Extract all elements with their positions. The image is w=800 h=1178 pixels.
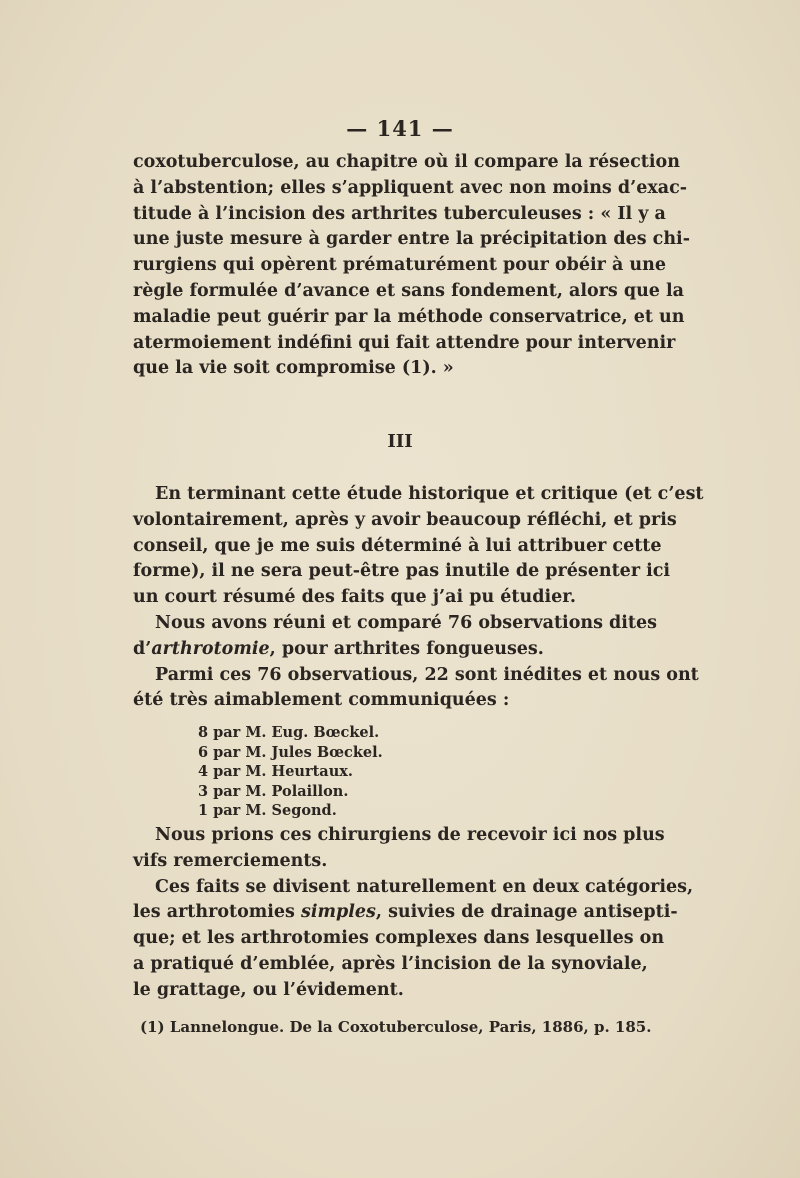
- page-number: — 141 —: [346, 116, 454, 141]
- text-line: coxotuberculose, au chapitre où il compare la résection: [133, 152, 680, 172]
- text-line: titude à l’incision des arthrites tuberculeuses : « Il y a: [133, 203, 666, 224]
- text-line: volontairement, après y avoir beaucoup réfléchi, et pris: [133, 509, 677, 530]
- list-item: 4 par M. Heurtaux.: [198, 763, 353, 781]
- section-heading: III: [387, 431, 413, 452]
- text-line: conseil, que je me suis déterminé à lui attribuer cette: [133, 535, 662, 556]
- text-line: maladie peut guérir par la méthode conservatrice, et un: [133, 306, 685, 327]
- text-line: règle formulée d’avance et sans fondement, alors que la: [133, 280, 685, 301]
- text-line: une juste mesure à garder entre la précipitation des chi-: [133, 229, 690, 250]
- text-line: à l’abstention; elles s’appliquent avec non moins d’exac-: [133, 177, 688, 198]
- paragraph-thanks: [133, 823, 694, 1004]
- list-item: 1 par M. Segond.: [198, 802, 337, 820]
- footnote: (1) Lannelongue. De la Coxotuberculose, Paris, 1886, p. 185.: [140, 1018, 652, 1036]
- contributor-list: [198, 723, 383, 821]
- text-line: d’arthrotomie, pour arthrites fongueuses.: [133, 638, 544, 659]
- text-line: En terminant cette étude historique et critique (et c’est: [155, 484, 704, 504]
- text-line: le grattage, ou l’évidement.: [133, 979, 404, 1000]
- text-line: Ces faits se divisent naturellement en deux catégories,: [155, 876, 694, 897]
- text-line: vifs remerciements.: [133, 850, 328, 871]
- paragraph-intro: [133, 482, 704, 714]
- italic-term: arthrotomie: [151, 638, 270, 659]
- text-line: que la vie soit compromise (1). »: [133, 358, 454, 379]
- list-item: 6 par M. Jules Bœckel.: [198, 743, 383, 761]
- text-line: les arthrotomies simples, suivies de drainage antisepti-: [133, 902, 678, 923]
- paragraph-quote: [133, 150, 690, 382]
- text-line: que; et les arthrotomies complexes dans lesquelles on: [133, 928, 665, 949]
- text-line: rurgiens qui opèrent prématurément pour obéir à une: [133, 255, 666, 276]
- list-item: 3 par M. Polaillon.: [198, 782, 349, 800]
- text-line: Parmi ces 76 observatious, 22 sont inédites et nous ont: [155, 664, 699, 685]
- text-line: un court résumé des faits que j’ai pu étudier.: [133, 587, 576, 608]
- text-line: Nous prions ces chirurgiens de recevoir ici nos plus: [155, 825, 665, 845]
- text-line: a pratiqué d’emblée, après l’incision de la synoviale,: [133, 953, 648, 974]
- text-line: forme), il ne sera peut-être pas inutile de présenter ici: [133, 561, 671, 582]
- list-item: 8 par M. Eug. Bœckel.: [198, 724, 380, 741]
- text-line: été très aimablement communiquées :: [133, 690, 510, 711]
- italic-term: simples: [301, 902, 376, 923]
- text-line: atermoiement indéfini qui fait attendre pour intervenir: [133, 332, 676, 353]
- text-line: Nous avons réuni et comparé 76 observations dites: [155, 612, 657, 633]
